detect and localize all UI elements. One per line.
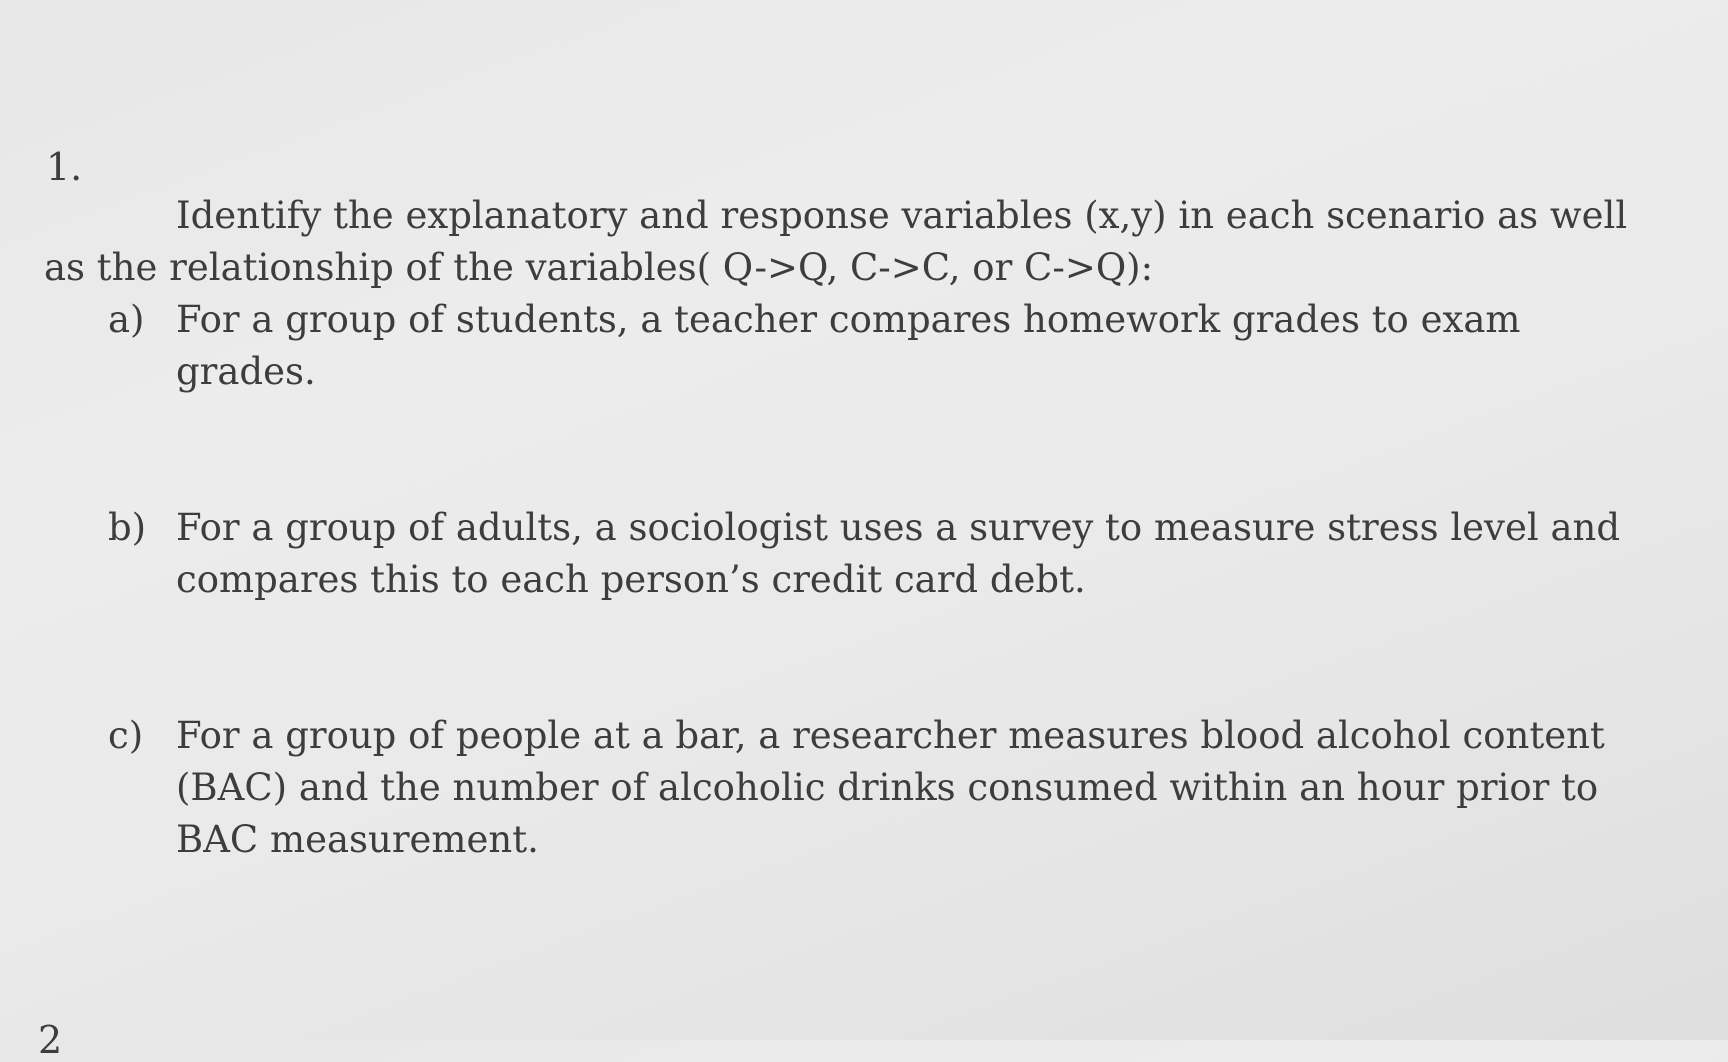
scenario-c-text: For a group of people at a bar, a researcher measures blood alcohol content (BAC) and the number of alcoholic drinks consumed within an hour prior to BAC measurement. (176, 714, 1605, 861)
scenario-a-marker: a) (108, 298, 145, 341)
scenario-a (108, 294, 1668, 398)
question-instructions (44, 190, 1644, 294)
scenario-b-text: For a group of adults, a sociologist uses a survey to measure stress level and compares this to each person’s credit card debt. (176, 506, 1621, 601)
scenario-a-text: For a group of students, a teacher compares homework grades to exam grades. (176, 298, 1521, 393)
next-question-number: 2 (38, 1018, 63, 1062)
scenario-c (108, 710, 1668, 866)
scenario-b (108, 502, 1668, 606)
scenario-c-marker: c) (108, 714, 144, 757)
instructions-line-1: Identify the explanatory and response variables (x,y) in each scenario as well (176, 194, 1628, 237)
question-number: 1. (46, 145, 83, 189)
scenario-b-marker: b) (108, 506, 147, 549)
instructions-line-2: as the relationship of the variables( Q->Q, C->C, or C->Q): (44, 246, 1154, 289)
